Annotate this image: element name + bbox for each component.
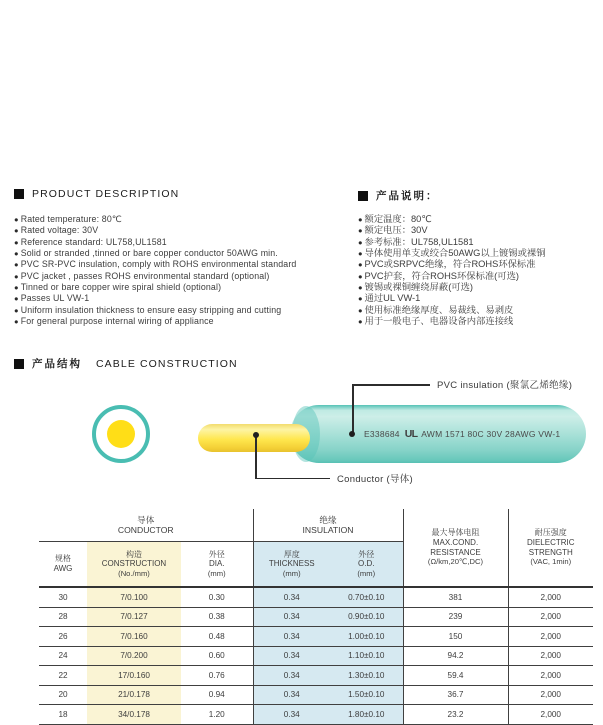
- table-cell: 2,000: [508, 627, 593, 647]
- construction-header-en: CONSTRUCTION: [101, 559, 167, 569]
- dielectric-header-unit: (VAC, 1min): [530, 557, 572, 567]
- list-item-text: Tinned or bare copper wire spiral shield (optional): [20, 282, 222, 293]
- list-item-text: PVC或SRPVC绝缘，符合ROHS环保标准: [364, 259, 536, 270]
- list-item: [14, 282, 296, 293]
- construction-header-cn: 构造: [126, 549, 142, 559]
- table-cell: 0.76: [181, 666, 253, 686]
- table-cell: 1.30±0.10: [330, 666, 403, 686]
- bullet-icon: ●: [358, 294, 363, 304]
- bullet-icon: ●: [14, 271, 19, 281]
- awg-header-cn: 规格: [55, 554, 71, 564]
- leader-dot: [253, 432, 259, 438]
- table-cell: 7/0.127: [87, 607, 181, 627]
- table-cell: 30: [39, 587, 87, 607]
- cable-construction-title-cn: 产品结构: [32, 358, 82, 370]
- table-cell: 0.34: [253, 627, 330, 647]
- table-cell: 94.2: [403, 646, 508, 666]
- pvc-insulation-label: PVC insulation (聚氯乙烯绝缘): [437, 380, 573, 391]
- od-header-unit: (mm): [357, 568, 376, 578]
- table-cell: 21/0.178: [87, 685, 181, 705]
- bullet-icon: ●: [358, 260, 363, 270]
- dia-header-en: DIA.: [208, 559, 225, 569]
- table-cell: 1.10±0.10: [330, 646, 403, 666]
- dia-header-unit: (mm): [207, 568, 226, 578]
- table-cell: 17/0.160: [87, 666, 181, 686]
- table-cell: 1.80±0.10: [330, 705, 403, 725]
- cable-construction-header: [14, 356, 238, 371]
- list-item-text: 通过UL VW-1: [364, 293, 421, 304]
- bullet-icon: ●: [14, 294, 19, 304]
- bullet-icon: ●: [358, 226, 363, 236]
- bullet-icon: ●: [358, 237, 363, 247]
- dia-header-cn: 外径: [208, 549, 225, 559]
- leader-line: [352, 384, 430, 386]
- bullet-icon: ●: [358, 317, 363, 327]
- resistance-header-unit: (Ω/km,20℃,DC): [427, 557, 484, 567]
- bullet-icon: ●: [14, 283, 19, 293]
- list-item: [14, 305, 296, 316]
- table-row: [39, 685, 593, 705]
- table-cell: 0.30: [181, 587, 253, 607]
- list-item: [358, 259, 546, 270]
- list-item-text: 使用标准绝缘厚度、易裁线、易剥皮: [364, 304, 514, 315]
- list-item-text: 镀锡或裸铜缠绕屏蔽(可选): [364, 282, 473, 293]
- product-notes-list-cn: [358, 214, 546, 327]
- table-cell: 1.00±0.10: [330, 627, 403, 647]
- dielectric-header-cn: 耐压强度: [534, 528, 567, 538]
- table-cell: 0.48: [181, 627, 253, 647]
- table-cell: 1.50±0.10: [330, 685, 403, 705]
- product-notes-title: 产品说明：: [376, 190, 439, 202]
- leader-line: [255, 478, 330, 480]
- list-item: [14, 214, 296, 225]
- spec-table-body: [39, 587, 593, 724]
- list-item-text: Rated voltage: 30V: [20, 225, 99, 236]
- table-row: [39, 646, 593, 666]
- table-cell: 0.70±0.10: [330, 587, 403, 607]
- table-row: [39, 627, 593, 647]
- bullet-icon: ●: [358, 305, 363, 315]
- insulation-group-header: [253, 509, 403, 542]
- table-cell: 28: [39, 607, 87, 627]
- list-item: [14, 259, 296, 270]
- table-group-header-row: [39, 509, 593, 542]
- table-cell: 23.2: [403, 705, 508, 725]
- dielectric-header-en2: STRENGTH: [528, 547, 573, 557]
- list-item: [358, 237, 546, 248]
- table-cell: 0.34: [253, 705, 330, 725]
- bullet-icon: ●: [14, 226, 19, 236]
- table-row: [39, 607, 593, 627]
- conductor-group-en: CONDUCTOR: [117, 525, 174, 535]
- thickness-header-en: THICKNESS: [268, 559, 315, 569]
- product-description-header: [14, 188, 179, 200]
- table-cell: 0.60: [181, 646, 253, 666]
- ul-logo-icon: UL: [404, 428, 418, 440]
- table-cell: 2,000: [508, 705, 593, 725]
- bullet-icon: ●: [358, 215, 363, 224]
- dielectric-column-header: [508, 509, 593, 587]
- list-item: [14, 293, 296, 304]
- bullet-icon: ●: [14, 249, 19, 259]
- thickness-column-header: [253, 542, 330, 588]
- table-row: [39, 587, 593, 607]
- bullet-icon: ●: [358, 271, 363, 281]
- leader-dot: [349, 431, 355, 437]
- table-cell: 0.34: [253, 666, 330, 686]
- list-item-text: 用于一般电子、电器设备内部连接线: [364, 316, 514, 327]
- table-cell: 0.94: [181, 685, 253, 705]
- table-cell: 150: [403, 627, 508, 647]
- list-item-text: For general purpose internal wiring of appliance: [20, 316, 214, 327]
- list-item-text: 导体使用单支或绞合50AWG以上镀锡或裸铜: [364, 248, 546, 259]
- table-cell: 34/0.178: [87, 705, 181, 725]
- od-header-en: O.D.: [358, 559, 375, 569]
- table-cell: 0.34: [253, 685, 330, 705]
- table-cell: 36.7: [403, 685, 508, 705]
- conductor-wire: [198, 424, 310, 452]
- awg-header-en: AWG: [53, 564, 73, 573]
- table-cell: 2,000: [508, 607, 593, 627]
- awg-column-header: [39, 542, 87, 588]
- list-item: [358, 225, 546, 236]
- table-cell: 24: [39, 646, 87, 666]
- list-item-text: PVC护套，符合ROHS环保标准(可选): [364, 270, 519, 281]
- section-square-icon: [358, 191, 368, 201]
- od-header-cn: 外径: [358, 549, 375, 559]
- table-cell: 18: [39, 705, 87, 725]
- list-item: [358, 271, 546, 282]
- list-item: [14, 316, 296, 327]
- list-item-text: 参考标准：UL758,UL1581: [364, 236, 474, 247]
- bullet-icon: ●: [358, 249, 363, 259]
- cable-construction-title-en: CABLE CONSTRUCTION: [96, 357, 238, 370]
- table-cell: 2,000: [508, 646, 593, 666]
- list-item: [14, 237, 296, 248]
- bullet-icon: ●: [14, 317, 19, 327]
- list-item-text: PVC SR-PVC insulation, comply with ROHS environmental standard: [20, 259, 297, 270]
- bullet-icon: ●: [14, 237, 19, 247]
- dia-column-header: [181, 542, 253, 588]
- section-square-icon: [14, 359, 24, 369]
- cable-cross-section-conductor-dot: [107, 420, 135, 448]
- spec-table: [39, 509, 593, 725]
- construction-column-header: [87, 542, 181, 588]
- table-cell: 0.34: [253, 587, 330, 607]
- list-item-text: 额定温度：80℃: [364, 214, 432, 224]
- list-item: [358, 305, 546, 316]
- table-row: [39, 666, 593, 686]
- bullet-icon: ●: [358, 283, 363, 293]
- table-cell: 59.4: [403, 666, 508, 686]
- list-item-text: Rated temperature: 80℃: [20, 214, 122, 224]
- list-item: [14, 271, 296, 282]
- table-cell: 2,000: [508, 685, 593, 705]
- marking-file-number: E338684: [364, 429, 400, 439]
- list-item-text: 额定电压：30V: [364, 225, 428, 236]
- list-item: [14, 248, 296, 259]
- construction-header-unit: (No./mm): [118, 568, 150, 578]
- section-square-icon: [14, 189, 24, 199]
- list-item: [358, 248, 546, 259]
- conductor-label: Conductor (导体): [337, 474, 413, 485]
- table-cell: 7/0.200: [87, 646, 181, 666]
- table-cell: 20: [39, 685, 87, 705]
- table-cell: 2,000: [508, 587, 593, 607]
- table-cell: 0.38: [181, 607, 253, 627]
- table-cell: 0.34: [253, 607, 330, 627]
- resistance-header-en1: MAX.COND.: [432, 537, 479, 547]
- list-item: [358, 293, 546, 304]
- cable-body: [290, 405, 586, 463]
- bullet-icon: ●: [14, 260, 19, 270]
- list-item-text: Passes UL VW-1: [20, 293, 90, 304]
- list-item-text: Uniform insulation thickness to ensure easy stripping and cutting: [20, 304, 282, 315]
- table-cell: 7/0.100: [87, 587, 181, 607]
- product-description-list-en: [14, 214, 296, 327]
- insulation-group-en: INSULATION: [302, 525, 354, 535]
- product-notes-header: [358, 188, 453, 203]
- table-cell: 7/0.160: [87, 627, 181, 647]
- resistance-header-cn: 最大导体电阻: [431, 528, 480, 538]
- resistance-column-header: [403, 509, 508, 587]
- list-item: [358, 282, 546, 293]
- cable-marking: [364, 428, 560, 440]
- conductor-group-header: [39, 509, 253, 542]
- list-item: [14, 225, 296, 236]
- marking-spec-text: AWM 1571 80C 30V 28AWG VW-1: [421, 429, 561, 439]
- table-cell: 1.20: [181, 705, 253, 725]
- table-cell: 0.34: [253, 646, 330, 666]
- table-cell: 26: [39, 627, 87, 647]
- thickness-header-unit: (mm): [282, 568, 301, 578]
- table-row: [39, 705, 593, 725]
- od-column-header: [330, 542, 403, 588]
- dielectric-header-en1: DIELECTRIC: [526, 537, 575, 547]
- thickness-header-cn: 厚度: [283, 549, 300, 559]
- product-description-title: PRODUCT DESCRIPTION: [32, 188, 180, 200]
- table-cell: 0.90±0.10: [330, 607, 403, 627]
- table-cell: 239: [403, 607, 508, 627]
- list-item-text: Reference standard: UL758,UL1581: [20, 236, 167, 247]
- list-item-text: Solid or stranded ,tinned or bare copper conductor 50AWG min.: [20, 248, 278, 259]
- insulation-group-cn: 绝缘: [319, 514, 337, 525]
- bullet-icon: ●: [14, 215, 19, 224]
- list-item-text: PVC jacket , passes ROHS environmental standard (optional): [20, 270, 270, 281]
- table-cell: 22: [39, 666, 87, 686]
- table-cell: 2,000: [508, 666, 593, 686]
- leader-line: [255, 435, 257, 479]
- table-cell: 381: [403, 587, 508, 607]
- bullet-icon: ●: [14, 305, 19, 315]
- resistance-header-en2: RESISTANCE: [430, 547, 481, 557]
- leader-line: [352, 384, 354, 436]
- conductor-group-cn: 导体: [137, 514, 155, 525]
- list-item: [358, 214, 546, 225]
- list-item: [358, 316, 546, 327]
